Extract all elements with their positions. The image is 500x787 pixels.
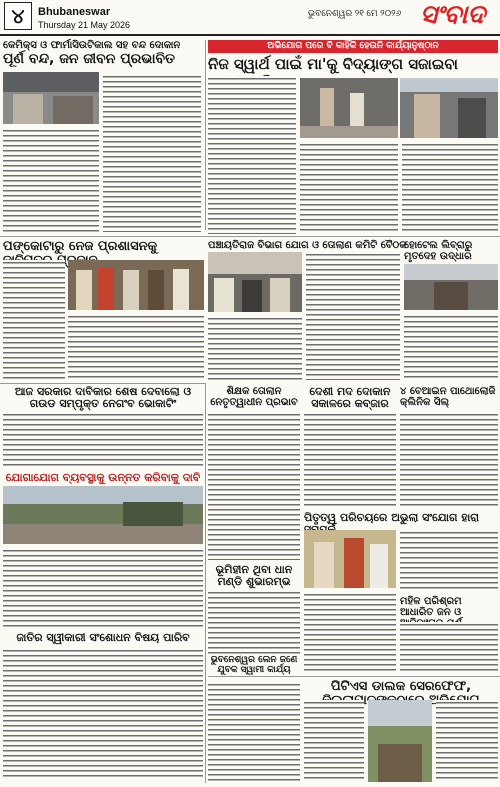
article-text-a15 [400,622,498,674]
article-text-a9 [400,412,498,508]
headline-a15: ମହିଳ ପରିଶ୍ରମ ଆଧାରିତ ଜନ ଓ [400,596,462,618]
headline-a1: କେମିକ୍ସ ଓ ଫାର୍ମାସିଉଟିକାଲ ସହ ବନ୍ଦ ଦୋକାନ [3,40,181,51]
headline-a3: ପଙ୍କୋଟାରୁ ନେଜ ପ୍ରଶାସନକୁ [3,239,158,254]
article-text-a1 [3,128,99,232]
news-photo-group [68,260,204,310]
lead-photo-1 [300,78,398,138]
article-text-a18b [436,700,498,782]
news-photo-shops [3,72,99,124]
headline-a16: ଜାତିର ସ୍ୱୀକାରୀ ସଂଶୋଧନ ବିଷୟ ପାରିବ [16,631,190,644]
article-text-a13 [304,592,396,672]
article-text-a13b [400,530,498,590]
article-text-a3 [3,260,65,380]
section-divider [208,676,500,677]
column-divider [205,40,206,230]
headline-a10: ଯୋଗାଯୋଗ ବ୍ୟବସ୍ଥାକୁ ଉନ୍ନତ କରିବାକୁ ଦାବି [5,471,201,484]
headline-a8: ଦେଶୀ ମଦ ଦୋକାନ ସକାଳରେ କବ୍ଜାର [309,385,391,411]
newspaper-logo: ସଂବାଦ [420,0,486,29]
section-divider [0,236,500,237]
headline-a12: ଭୂମିହୀନ ଥିବା ଧାନ ମଣ୍ଡି ଶୁଭାରମ୍ଭ [215,563,293,589]
article-text-a16 [3,648,203,780]
headline-a4: ପଞ୍ଚାୟତିରାଜ ବିଭାଗ ଯୋଗ ଓ ତୋଲାଣ କମିଟି ବୈଠକ [208,240,407,251]
lead-photo-2 [400,78,498,138]
article-text-a3b [68,314,204,380]
article-text-a12 [208,590,300,654]
lead-text-2 [300,142,398,234]
article-text-a10 [3,548,203,628]
headline-a17: ଭୁବନେଶ୍ୱର ଲେନ ଜଣେ ଯୁବକ ସ୍ୱାମୀ କାର୍ଯ୍ୟ [210,655,298,675]
odia-date: ଭୁବନେଶ୍ୱର ୨୧ ମେ ୨୦୨୬ [308,8,402,18]
issue-date: Thursday 21 May 2026 [38,20,131,30]
news-photo-meeting [208,252,302,312]
headline-a5: ହୋଟେଲ ଲିବ୍ରାରୁ ମୃତଦେହ ଉଦ୍ଧାର [404,240,473,262]
headline-a13: ପିତୃତ୍ୱ ପରିଚୟରେ ଅଭୁଲା ସଂଯୋଗ ହାରା [304,511,479,524]
article-text-a18 [304,700,364,782]
page-number: ୪ [4,2,32,30]
article-text-a8 [304,412,396,508]
article-text-a4b [306,252,400,380]
headline-a6: ଆଜ ସରକାର ଦାବିକାର ଶେଷ ଦେବାଲୋ ଓ ଗଉଡ ସମ୍ପୃକ୍ତ ନେଗଂବ ଭୋକାଟିଂ [14,385,192,411]
article-text-a7 [208,412,300,560]
headline-a7: ଶିକ୍ଷକ ତୋଲାନ ନେତୃତ୍ୱାଧୀନ ପ୍ରଭାବ [210,386,298,408]
column-divider [205,383,206,783]
article-text-a5 [404,314,498,380]
lead-headline: ନିଜ ସ୍ୱାର୍ଥ ପାଇଁ ମା'କୁ ବିଦ୍ୟାଙ୍ଗ ସଜାଇବା [208,55,458,73]
lead-kicker: ଅଭିଯୋଗ ପରେ ବି କାହିଁକି ହେଉନି କାର୍ଯ୍ୟାନୁଷ୍ଠାନ [208,40,498,53]
lead-text-3 [402,142,498,234]
article-text-a17 [208,682,300,782]
city-name: Bhubaneswar [38,6,111,18]
headline-a1-sub: ପୂର୍ଣ ବନ୍ଦ, ଜନ ଜୀବନ ପ୍ରଭାବିତ [3,51,176,67]
article-text-a4 [208,316,302,380]
lead-text-1 [208,76,296,234]
article-text-a1b [103,74,201,232]
header-rule [0,34,500,36]
section-divider [0,383,206,384]
news-photo-field [368,700,432,782]
headline-a18: ପିଟିଏସ ଡାଲକ ସେରଫେଫ, [330,679,472,694]
news-photo-ceremony [304,530,396,588]
news-photo-hotel [404,264,498,310]
article-text-a6 [3,412,203,468]
headline-a9: ୪ ବେଆଇନ ପାଥୋଲୋଜି କ୍ଲିନିକ ସିଲ୍ [400,386,496,408]
news-photo-road [3,486,203,544]
